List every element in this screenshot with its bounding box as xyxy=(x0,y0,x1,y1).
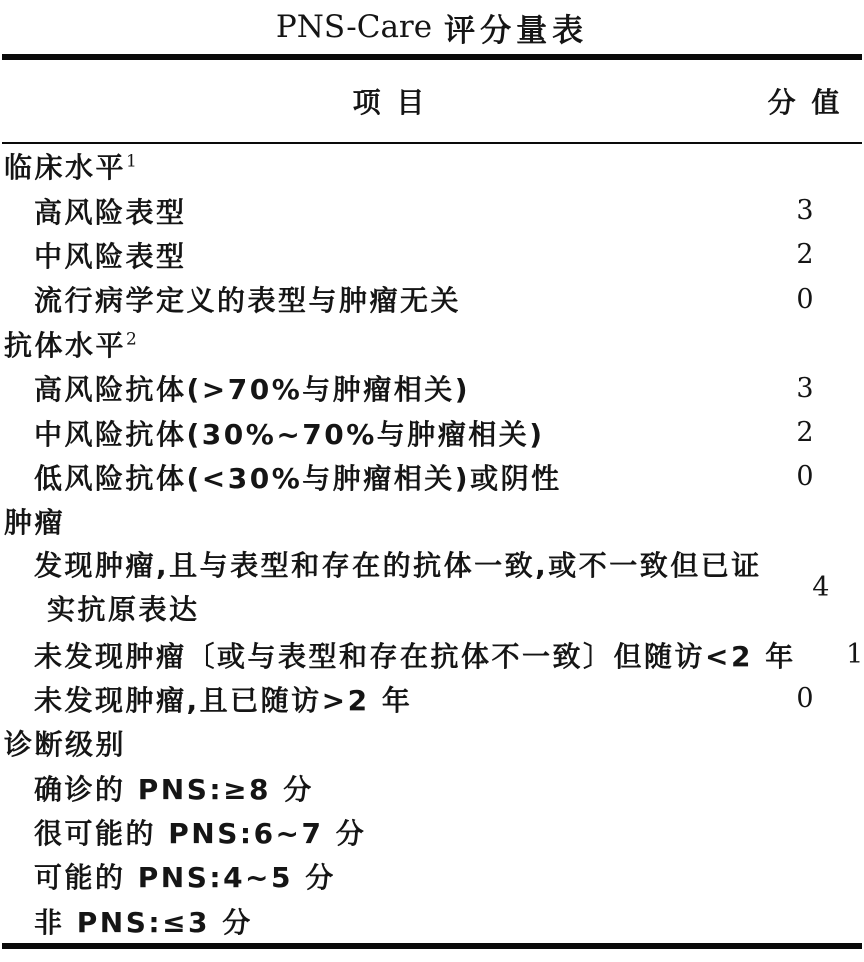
row-label: 确诊的 PNS:≥8 分 xyxy=(34,772,314,806)
bottom-rule xyxy=(2,943,862,949)
row-label-line1: 发现肿瘤,且与表型和存在的抗体一致,或不一致但已证 xyxy=(34,548,762,582)
row-label: 中风险抗体(30%~70%与肿瘤相关) xyxy=(34,417,545,451)
row-label: 低风险抗体(<30%与肿瘤相关)或阴性 xyxy=(34,461,562,495)
section-header-tumor xyxy=(0,499,864,543)
column-header-row xyxy=(0,60,864,142)
row-label xyxy=(0,544,762,633)
row-score: 2 xyxy=(796,239,814,271)
row-label-line2: 实抗原表达 xyxy=(47,592,200,626)
row-score: 0 xyxy=(796,461,814,493)
row-label: 非 PNS:≤3 分 xyxy=(34,905,253,939)
column-header-score: 分 值 xyxy=(767,86,843,119)
row-score: 0 xyxy=(796,683,814,715)
section-header-text: 临床水平 xyxy=(4,151,127,185)
row-label: 未发现肿瘤〔或与表型和存在抗体不一致〕但随访<2 年 xyxy=(34,639,796,673)
row-label: 可能的 PNS:4~5 分 xyxy=(34,861,336,895)
table-title-cjk: 评分量表 xyxy=(444,12,589,49)
section-header-label xyxy=(0,501,864,541)
table-row xyxy=(0,677,864,721)
table-row xyxy=(0,233,864,277)
footnote-marker-1: 1 xyxy=(126,151,140,172)
row-score: 1 xyxy=(846,639,864,670)
section-header-diagnosis-level xyxy=(0,721,864,765)
table-row xyxy=(0,544,864,633)
table-row xyxy=(0,455,864,499)
section-header-label xyxy=(0,723,864,763)
section-header-text: 诊断级别 xyxy=(4,728,127,762)
table-row xyxy=(0,366,864,410)
row-score: 3 xyxy=(796,195,814,227)
table-row xyxy=(0,188,864,232)
table-row xyxy=(0,899,864,943)
table-title xyxy=(0,0,864,54)
row-score: 0 xyxy=(796,283,814,315)
row-label: 流行病学定义的表型与肿瘤无关 xyxy=(34,284,462,318)
section-header-text: 肿瘤 xyxy=(4,506,66,540)
row-label: 高风险表型 xyxy=(34,195,187,229)
row-label: 未发现肿瘤,且已随访>2 年 xyxy=(34,683,413,717)
table-row xyxy=(0,632,864,676)
column-header-item: 项 目 xyxy=(352,86,428,119)
row-label: 高风险抗体(>70%与肿瘤相关) xyxy=(34,373,471,407)
table-row xyxy=(0,410,864,454)
section-header-label xyxy=(0,146,864,186)
table-row xyxy=(0,810,864,854)
section-header-text: 抗体水平 xyxy=(4,328,127,362)
row-score: 2 xyxy=(796,417,814,449)
table-row xyxy=(0,765,864,809)
section-header-antibody-level xyxy=(0,322,864,366)
footnote-marker-2: 2 xyxy=(126,329,140,350)
table-title-latin: PNS-Care xyxy=(275,9,433,45)
section-header-label xyxy=(0,324,864,364)
row-label: 很可能的 PNS:6~7 分 xyxy=(34,817,367,851)
table-row xyxy=(0,854,864,898)
row-score: 3 xyxy=(796,372,814,404)
section-header-clinical-level xyxy=(0,144,864,188)
table-row xyxy=(0,277,864,321)
row-score: 4 xyxy=(812,572,830,604)
row-label: 中风险表型 xyxy=(34,239,187,273)
table-body xyxy=(0,144,864,943)
